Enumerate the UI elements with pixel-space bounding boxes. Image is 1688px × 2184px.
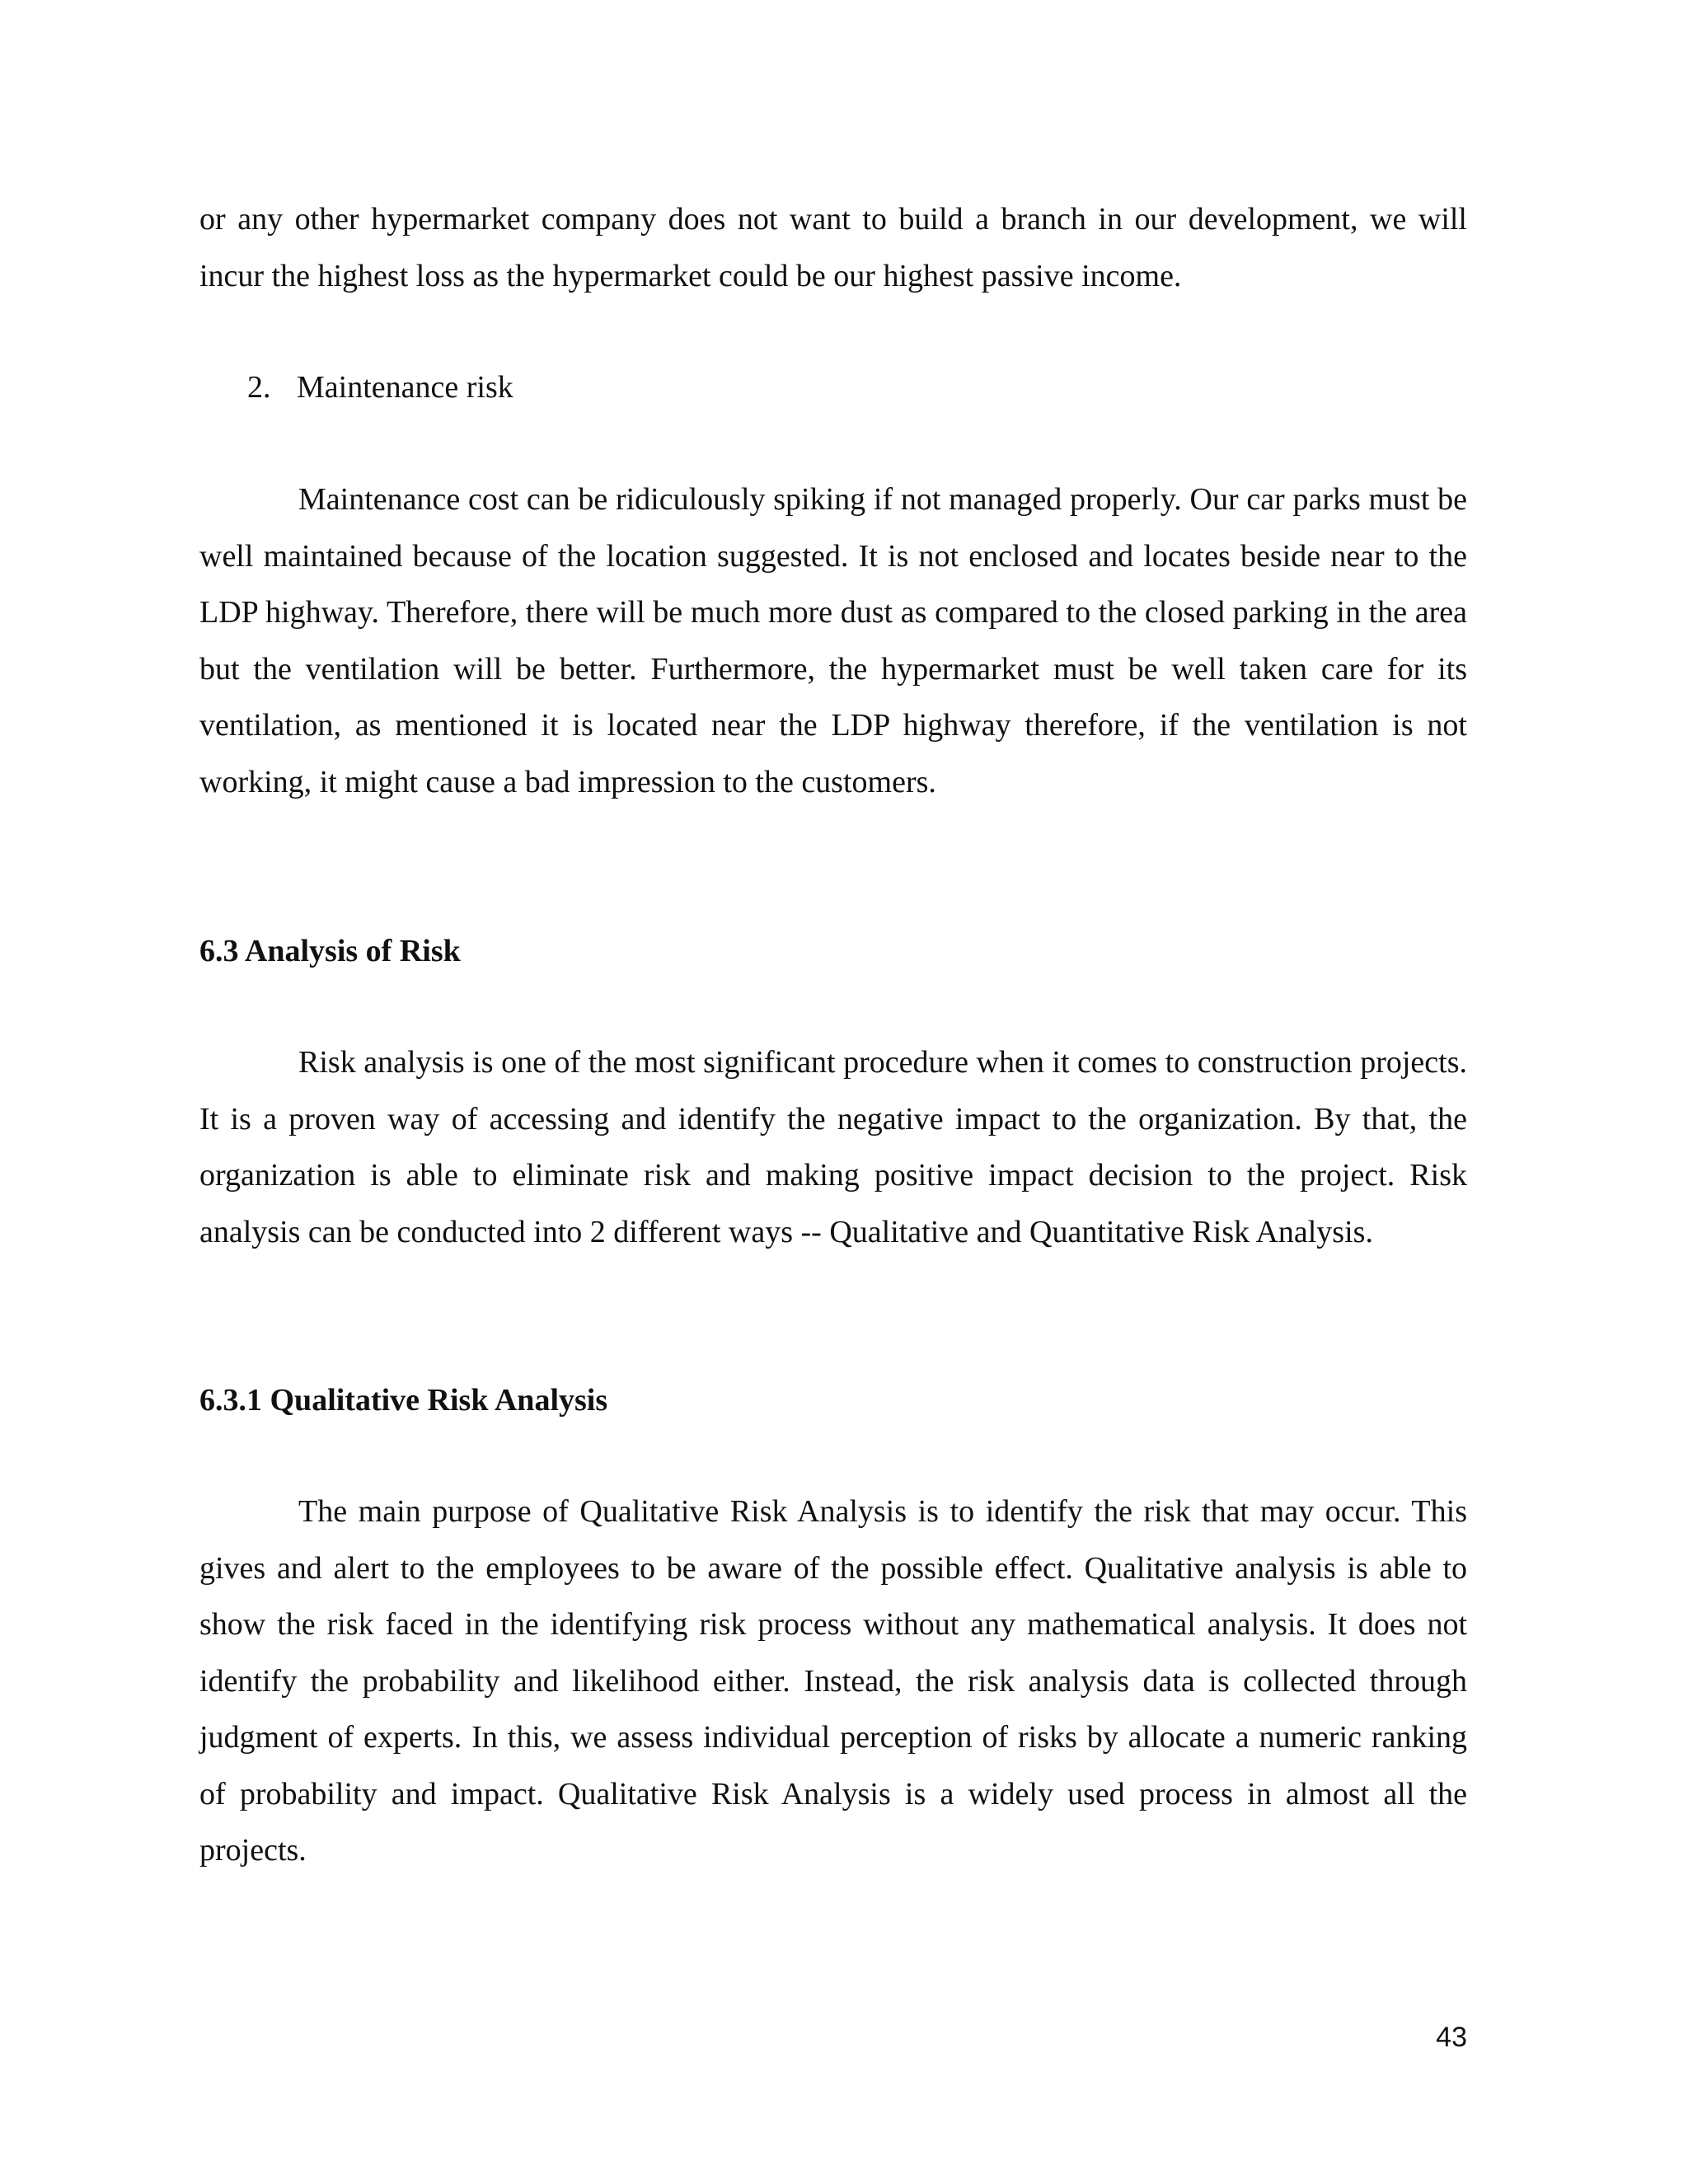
maintenance-risk-paragraph: Maintenance cost can be ridiculously spiking if not managed properly. Our car parks must be well maintained because of the location suggested. It is not enclosed and locates beside near to the LDP highway. Therefore, there will be much more dust as compared to the closed parking in the area but the ventilation will be better. Furthermore, the hypermarket must be well taken care for its ventilation, as mentioned it is located near the LDP highway therefore, if the ventilation is not working, it might cause a bad impression to the customers.	[199, 482, 1467, 799]
qualitative-risk-analysis-paragraph: The main purpose of Qualitative Risk Analysis is to identify the risk that may occur. This gives and alert to the employees to be aware of the possible effect. Qualitative analysis is able to show the risk faced in the identifying risk process without any mathematical analysis. It does not identify the probability and likelihood either. Instead, the risk analysis data is collected through judgment of experts. In this, we assess individual perception of risks by allocate a numeric ranking of probability and impact. Qualitative Risk Analysis is a widely used process in almost all the projects.	[199, 1494, 1467, 1868]
list-item-number: 2.	[247, 370, 271, 405]
section-heading-6-3: 6.3 Analysis of Risk	[199, 934, 461, 968]
section-heading-6-3-1: 6.3.1 Qualitative Risk Analysis	[199, 1383, 608, 1418]
continuation-paragraph: or any other hypermarket company does not want to build a branch in our development, we will incur the highest loss as the hypermarket could be our highest passive income.	[199, 202, 1467, 293]
list-item-maintenance-risk	[247, 359, 513, 415]
analysis-of-risk-paragraph: Risk analysis is one of the most significant procedure when it comes to construction projects. It is a proven way of accessing and identify the negative impact to the organization. By that, the organization is able to eliminate risk and making positive impact decision to the project. Risk analysis can be conducted into 2 different ways -- Qualitative and Quantitative Risk Analysis.	[199, 1045, 1467, 1249]
list-item-label: Maintenance risk	[297, 370, 513, 405]
page-number: 43	[1436, 2022, 1467, 2053]
